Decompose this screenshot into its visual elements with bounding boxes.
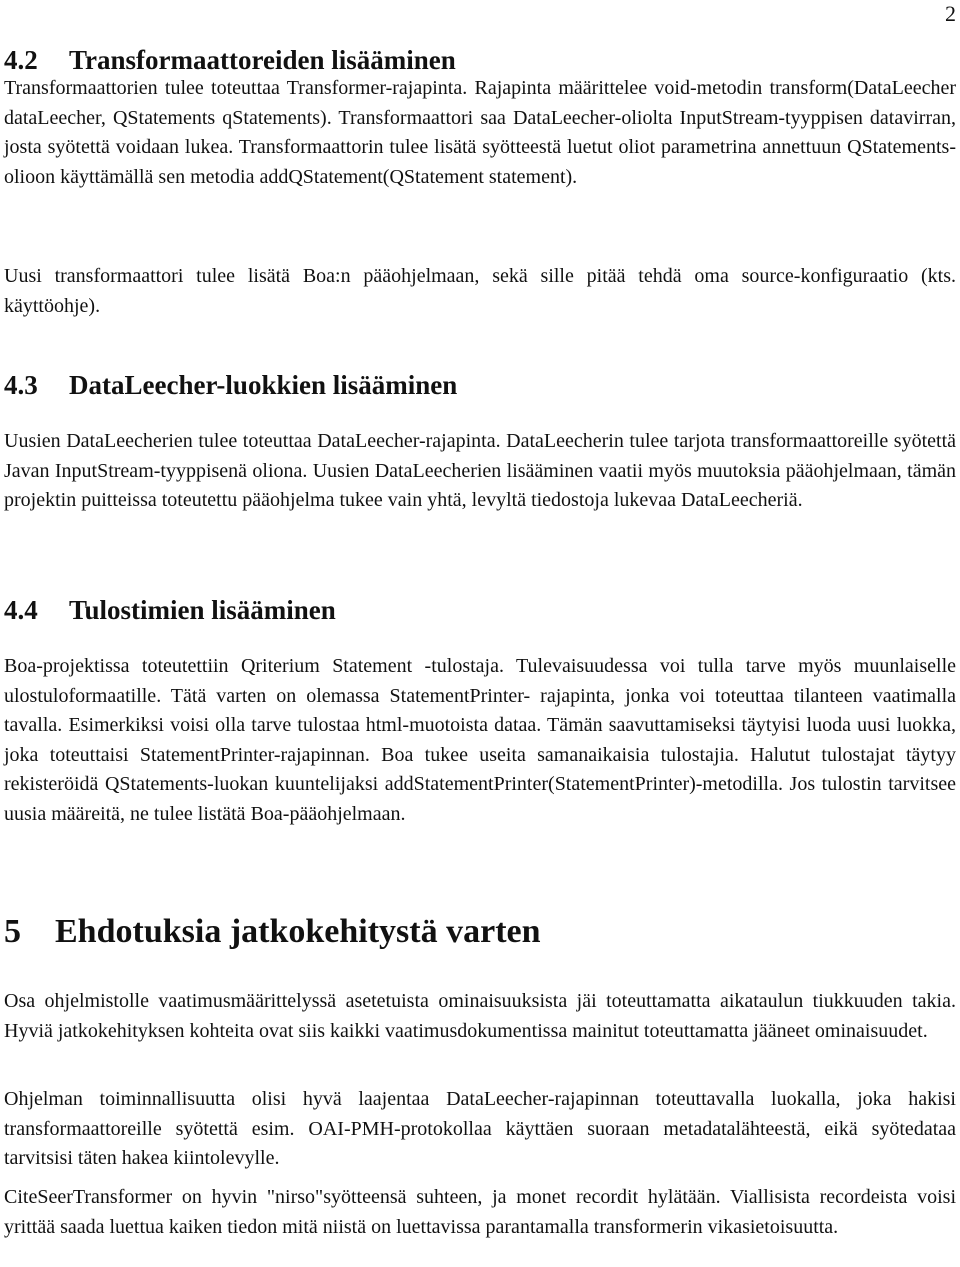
paragraph: Ohjelman toiminnallisuutta olisi hyvä laajentaa DataLeecher-rajapinnan toteuttavalla luokalla, joka hakisi transformaattoreille syötettä esim. OAI-PMH-protokollaa käyttäen suoraan metadatalähteestä, eikä syötedataa tarvitsisi täten hakea kiintolevylle. xyxy=(4,1088,956,1169)
section-heading-4-4 xyxy=(4,594,336,626)
section-title: Tulostimien lisääminen xyxy=(69,595,336,625)
section-number: 4.3 xyxy=(4,370,38,400)
paragraph: Transformaattorien tulee toteuttaa Transformer-rajapinta. Rajapinta määrittelee void-metodin transform(DataLeecher dataLeecher, QStatements qStatements). Transformaattori saa DataLeecher-oliolta InputStream-tyyppisen datavirran, josta syötettä voidaan lukea. Transformaattorin tulee lisätä syötteestä luetut oliot parametrina annettuun QStatements-olioon käyttämällä sen metodia addQStatement(QStatement statement). xyxy=(4,77,956,188)
section-number: 4.4 xyxy=(4,595,38,625)
paragraph: CiteSeerTransformer on hyvin "nirso"syötteensä suhteen, ja monet recordit hylätään. Viallisista recordeista voisi yrittää saada luettua kaiken tiedon mitä niistä on luettavissa parantamalla transformerin vikasietoisuutta. xyxy=(4,1186,956,1238)
section-title: Ehdotuksia jatkokehitystä varten xyxy=(55,913,541,950)
paragraph: Uusi transformaattori tulee lisätä Boa:n pääohjelmaan, sekä sille pitää tehdä oma source-konfiguraatio (kts. käyttöohje). xyxy=(4,265,956,317)
paragraph: Boa-projektissa toteutettiin Qriterium Statement -tulostaja. Tulevaisuudessa voi tulla tarve myös muunlaiselle ulostuloformaatille. Tätä varten on olemassa StatementPrinter- rajapinta, jonka voi toteuttaa tilanteen vaatimalla tavalla. Esimerkiksi voisi olla tarve tulostaa html-muotoista dataa. Tämän saavuttamiseksi täytyisi luoda uusi luokka, joka toteuttaisi StatementPrinter-rajapinnan. Boa tukee useita samanaikaisia tulostajia. Halutut tulostajat täytyy rekisteröidä QStatements-luokan kuuntelijaksi addStatementPrinter(StatementPrinter)-metodilla. Jos tulostin tarvitsee uusia määreitä, ne tulee listätä Boa-pääohjelmaan. xyxy=(4,655,956,825)
section-heading-4-2 xyxy=(4,44,456,76)
paragraph: Osa ohjelmistolle vaatimusmäärittelyssä asetetuista ominaisuuksista jäi toteuttamatta aikataulun tiukkuuden takia. Hyviä jatkokehityksen kohteita ovat siis kaikki vaatimusdokumentissa mainitut toteuttamatta jääneet ominaisuudet. xyxy=(4,990,956,1042)
section-title: Transformaattoreiden lisääminen xyxy=(69,45,456,75)
section-number: 4.2 xyxy=(4,45,38,75)
document-page xyxy=(4,0,956,1267)
section-heading-4-3 xyxy=(4,369,457,401)
section-heading-5 xyxy=(4,912,541,952)
section-title: DataLeecher-luokkien lisääminen xyxy=(69,370,458,400)
paragraph: Uusien DataLeecherien tulee toteuttaa DataLeecher-rajapinta. DataLeecherin tulee tarjota transformaattoreille syötettä Javan InputStream-tyyppisenä oliona. Uusien DataLeecherien lisääminen vaatii myös muutoksia pääohjelmaan, tämän projektin puitteissa toteutettu pääohjelma tukee vain yhtä, levyltä tiedostoja lukevaa DataLeecheriä. xyxy=(4,430,956,511)
page-number: 2 xyxy=(945,1,956,26)
section-number: 5 xyxy=(4,913,21,950)
